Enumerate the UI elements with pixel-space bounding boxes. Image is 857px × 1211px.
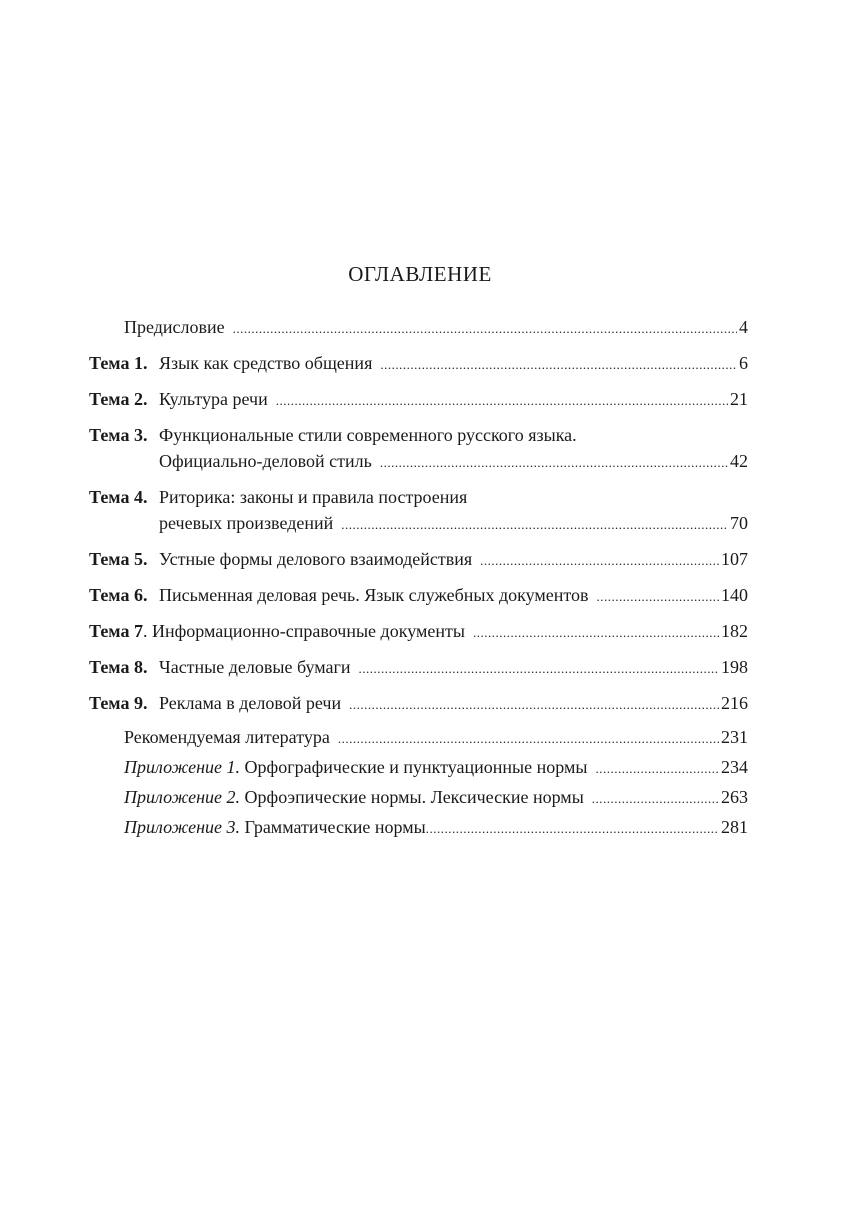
toc-entry-theme-7[interactable]	[89, 618, 748, 644]
toc-entry-title: . Информационно-справочные документы	[142, 621, 465, 641]
toc-entry-title: Культура речи	[159, 389, 268, 409]
toc-page-number: 281	[721, 817, 748, 837]
theme-label: Тема 8.	[89, 657, 148, 677]
toc-entry-title-line-2: Официально-деловой стиль	[159, 451, 372, 471]
theme-label: Тема 7	[89, 621, 143, 641]
toc-page-number: 140	[721, 585, 748, 605]
toc-page-number: 198	[721, 657, 748, 677]
toc-page-number: 6	[739, 353, 748, 373]
dot-leader	[480, 548, 719, 574]
toc-entry-title: Язык как средство общения	[159, 353, 373, 373]
dot-leader	[595, 756, 719, 782]
toc-entry-title-text: Орфографические и пунктуационные нормы	[240, 757, 588, 777]
toc-entry-title: Предисловие	[124, 317, 225, 337]
toc-page-number: 263	[721, 787, 748, 807]
toc-entry-title	[89, 724, 330, 750]
toc-entry-theme-2[interactable]	[89, 386, 748, 412]
toc-entry-theme-6[interactable]	[89, 582, 748, 608]
dot-leader	[341, 512, 728, 538]
toc-entry-title-text: Грамматические нормы	[240, 817, 426, 837]
toc-entry-theme-4[interactable]	[89, 484, 748, 536]
toc-page-number: 234	[721, 757, 748, 777]
toc-entry-title-line-1: Риторика: законы и правила построения	[159, 487, 468, 507]
appendix-label: Приложение 1.	[124, 757, 241, 777]
toc-entry-title	[89, 754, 587, 780]
dot-leader	[380, 352, 737, 378]
toc-page-number: 21	[730, 389, 748, 409]
toc-entry-preface[interactable]	[89, 314, 748, 340]
page-title: ОГЛАВЛЕНИЕ	[348, 262, 492, 286]
dot-leader	[592, 786, 719, 812]
toc-entry-theme-3[interactable]	[89, 422, 748, 474]
dot-leader	[338, 726, 719, 752]
toc-entry-theme-5[interactable]	[89, 546, 748, 572]
theme-label: Тема 6.	[89, 585, 148, 605]
dot-leader	[358, 656, 719, 682]
toc-entry-theme-9[interactable]	[89, 690, 748, 716]
toc-entry-title	[89, 784, 584, 810]
toc-entry-title: Письменная деловая речь. Язык служебных документов	[159, 585, 589, 605]
dot-leader	[233, 316, 737, 342]
toc-entry-title: Реклама в деловой речи	[159, 693, 342, 713]
toc-entry-theme-1[interactable]	[89, 350, 748, 376]
dot-leader	[597, 584, 719, 610]
toc-entry-title-text: Орфоэпические нормы. Лексические нормы	[240, 787, 584, 807]
toc-entry-title: Частные деловые бумаги	[159, 657, 351, 677]
theme-label: Тема 5.	[89, 549, 148, 569]
dot-leader	[349, 692, 719, 718]
toc-entry-appendix-2[interactable]	[89, 784, 748, 810]
toc-page-number: 216	[721, 693, 748, 713]
toc-page-number: 70	[730, 513, 748, 533]
theme-label: Тема 4.	[89, 487, 148, 507]
theme-label: Тема 3.	[89, 425, 148, 445]
toc-entry-title: Устные формы делового взаимодействия	[159, 549, 473, 569]
toc-entry-title	[89, 814, 426, 840]
toc-entry-literature[interactable]	[89, 724, 748, 750]
toc-entry-theme-8[interactable]	[89, 654, 748, 680]
toc-entry-title-text: Рекомендуемая литература	[124, 727, 330, 747]
table-of-contents	[89, 314, 748, 840]
theme-label: Тема 9.	[89, 693, 148, 713]
toc-page-number: 4	[739, 317, 748, 337]
dot-leader	[473, 620, 719, 646]
theme-label: Тема 1.	[89, 353, 148, 373]
toc-page-number: 107	[721, 549, 748, 569]
dot-leader	[380, 450, 728, 476]
theme-label: Тема 2.	[89, 389, 148, 409]
appendix-label: Приложение 3.	[124, 817, 241, 837]
toc-entry-appendix-3[interactable]	[89, 814, 748, 840]
toc-page-number: 231	[721, 727, 748, 747]
toc-page-number: 182	[721, 621, 748, 641]
toc-entry-title-line-1: Функциональные стили современного русского языка.	[159, 425, 577, 445]
toc-entry-appendix-1[interactable]	[89, 754, 748, 780]
toc-entry-title-line-2: речевых произведений	[159, 513, 334, 533]
dot-leader	[426, 816, 719, 842]
dot-leader	[276, 388, 728, 414]
toc-page-number: 42	[730, 451, 748, 471]
appendix-label: Приложение 2.	[124, 787, 241, 807]
